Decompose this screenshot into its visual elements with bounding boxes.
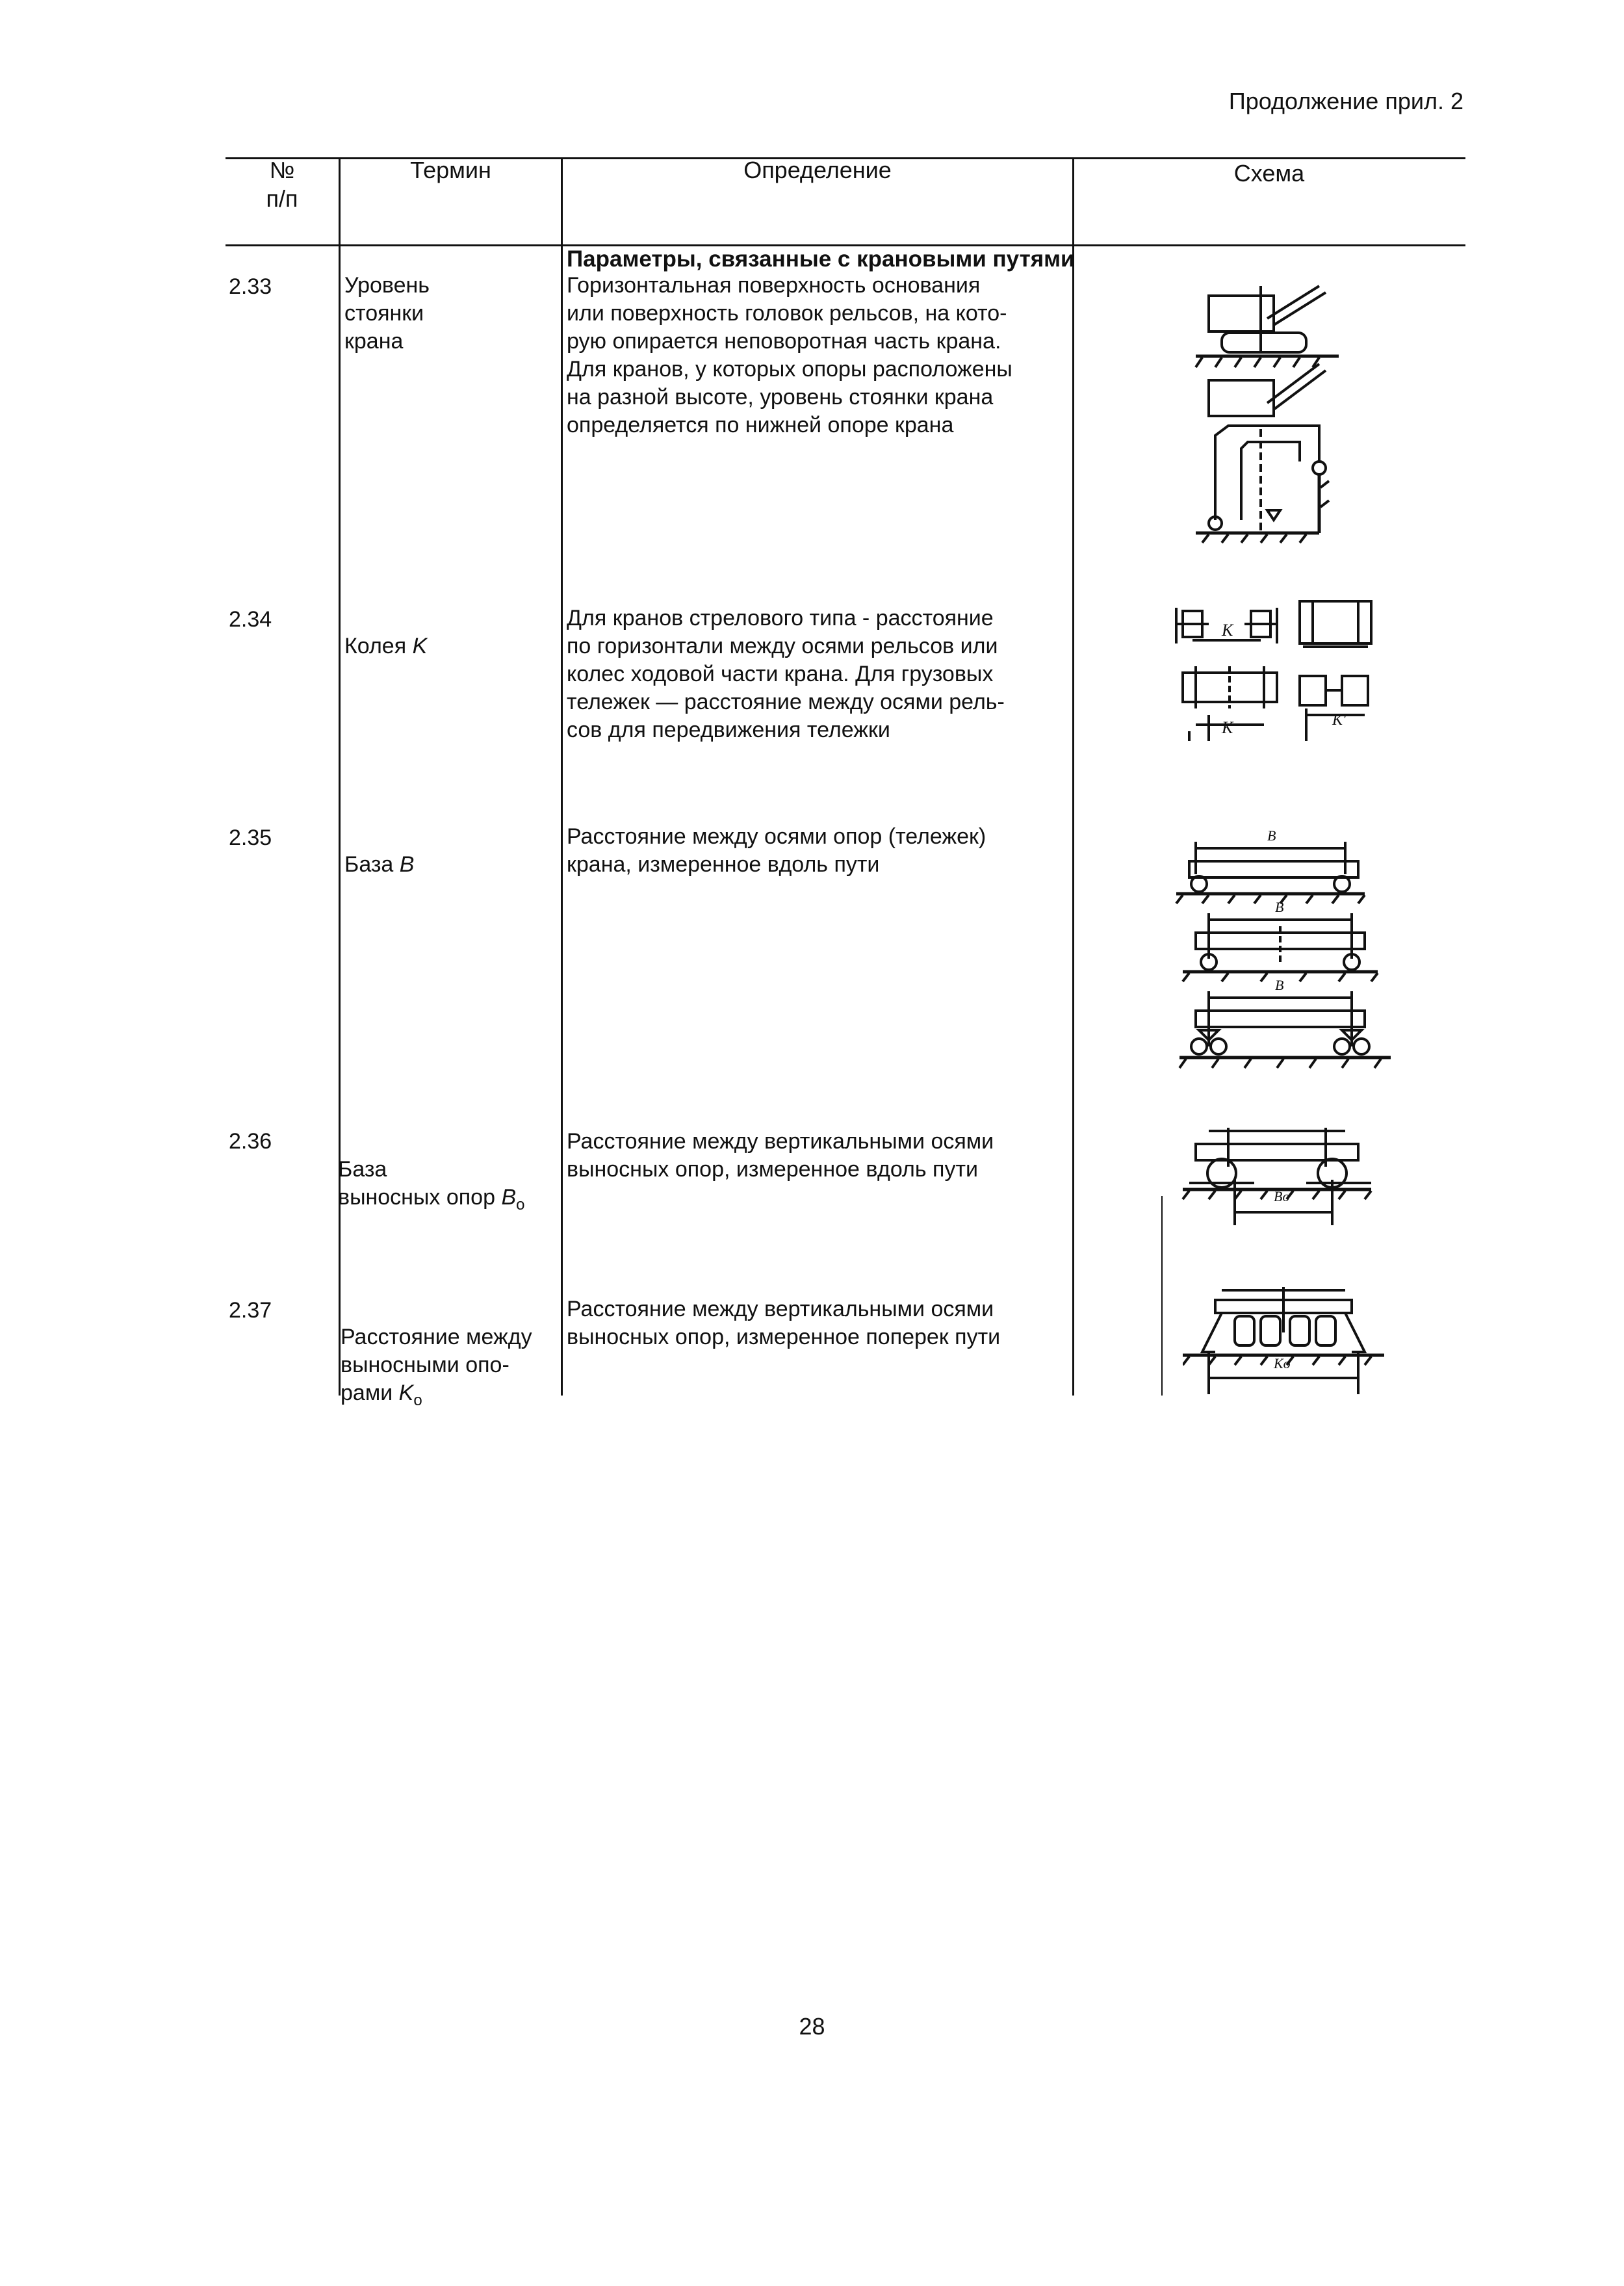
row-term-subscript: o: [516, 1195, 525, 1214]
section-title: Параметры, связанные с крановыми путями: [567, 246, 1075, 272]
scheme-label: B: [1275, 977, 1284, 993]
row-definition: Расстояние между осями опор (тележек) крана, измеренное вдоль пути: [567, 824, 986, 877]
row-term: [344, 823, 414, 879]
row-definition: Расстояние между вертикальными осями выносных опор, измеренное поперек пути: [567, 1297, 1001, 1349]
column-header-num: № п/п: [266, 157, 298, 212]
row-term-symbol: B: [501, 1185, 517, 1210]
scheme-track-gauge: [1170, 595, 1391, 751]
col-divider-4: [1161, 1196, 1163, 1396]
row-term: [344, 604, 427, 660]
scheme-outrigger-distance: [1183, 1280, 1397, 1397]
scheme-label: Ko: [1274, 1355, 1291, 1371]
page-number: 28: [799, 2013, 825, 2040]
row-term-text: База выносных опор: [338, 1157, 495, 1210]
row-term-text: База: [344, 852, 400, 877]
row-term-symbol: K: [398, 1381, 414, 1405]
col-divider-3: [1072, 157, 1074, 1396]
scheme-crane-base: [1170, 822, 1404, 1082]
row-term: [338, 1128, 524, 1219]
scheme-label: B: [1275, 899, 1284, 915]
row-definition: Для кранов стрелового типа - расстояние по горизонтали между осями рельсов или колес ходовой части крана. Для грузовых тележек — расстояние между осями рель- сов для передвижения тележки: [567, 606, 1005, 742]
row-definition: Горизонтальная поверхность основания или поверхность головок рельсов, на кото- рую опирается неповоротная часть крана. Для кранов, у которых опоры расположены на разной высоте, уровень стоянки крана определяется по нижней опоре крана: [567, 273, 1012, 437]
row-number: 2.33: [229, 274, 272, 299]
row-definition: Расстояние между вертикальными осями выносных опор, измеренное вдоль пути: [567, 1129, 994, 1182]
row-term-text: Колея: [344, 634, 413, 658]
column-header-term: Термин: [410, 157, 491, 183]
scheme-label: K: [1222, 718, 1233, 737]
scheme-crane-standing-level: [1170, 273, 1352, 546]
row-term-symbol: K: [412, 634, 428, 658]
row-term-text: Расстояние между выносными опо- рами: [341, 1325, 532, 1405]
row-number: 2.36: [229, 1129, 272, 1154]
row-term: Уровень стоянки крана: [344, 273, 430, 354]
scheme-label: K': [1332, 712, 1347, 729]
column-header-scheme: Схема: [1233, 160, 1305, 187]
scheme-label: Bo: [1274, 1188, 1290, 1204]
scheme-label: B: [1267, 827, 1276, 844]
row-term: [341, 1295, 532, 1414]
running-header: Продолжение прил. 2: [1228, 88, 1463, 114]
col-divider-2: [561, 157, 563, 1396]
row-term-symbol: B: [399, 852, 415, 877]
column-header-definition: Определение: [743, 157, 892, 183]
row-number: 2.34: [229, 607, 272, 632]
row-term-subscript: o: [413, 1391, 422, 1409]
scheme-label: K: [1222, 621, 1233, 640]
row-number: 2.35: [229, 825, 272, 850]
row-number: 2.37: [229, 1298, 272, 1323]
scheme-outrigger-base: [1176, 1118, 1391, 1235]
